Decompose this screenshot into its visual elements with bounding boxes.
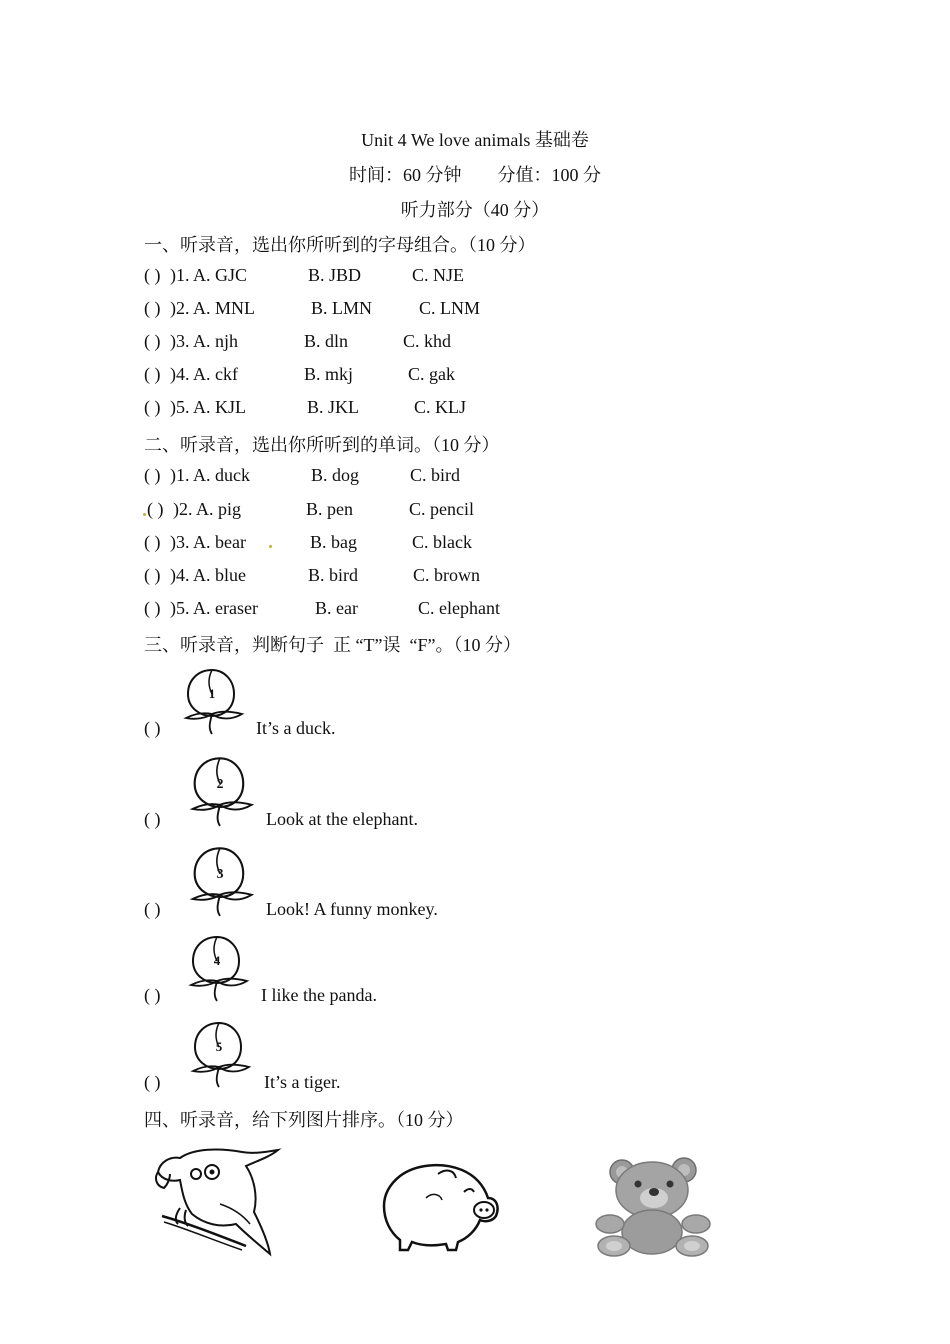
option-c: C. LNM (419, 298, 481, 318)
peach-number: 4 (213, 953, 221, 968)
sentence: It’s a tiger. (264, 1072, 341, 1092)
option-a: )5. A. eraser (170, 598, 258, 618)
peach-number-3-icon (184, 842, 256, 918)
option-c: C. KLJ (414, 397, 467, 417)
answer-blank: ( ) (144, 809, 161, 829)
answer-blank: ( ) (144, 465, 161, 485)
option-a: )4. A. blue (170, 565, 246, 585)
option-a: )3. A. bear (170, 532, 246, 552)
part1-heading: 一、听录音，选出你所听到的字母组合。（10 分） (144, 235, 536, 255)
teddy-bear-picture (592, 1154, 716, 1258)
answer-blank: ( ) (144, 598, 161, 618)
option-b: B. mkj (304, 364, 354, 384)
part2-heading: 二、听录音，选出你所听到的单词。（10 分） (144, 435, 500, 455)
option-b: B. JBD (308, 265, 362, 285)
peach-number-4-icon (182, 931, 252, 1003)
answer-blank: ( ) (144, 397, 161, 417)
option-a: )2. A. pig (173, 499, 242, 519)
peach-number: 2 (216, 775, 224, 791)
sentence: Look at the elephant. (266, 809, 418, 829)
option-a: )3. A. njh (170, 331, 239, 351)
part4-heading: 四、听录音，给下列图片排序。（10 分） (144, 1110, 464, 1130)
answer-blank: ( ) (144, 718, 161, 738)
option-b: B. LMN (311, 298, 373, 318)
stray-dot (269, 545, 272, 548)
option-a: )5. A. KJL (170, 397, 246, 417)
option-b: B. bag (310, 532, 357, 552)
option-c: C. gak (408, 364, 455, 384)
option-b: B. dog (311, 465, 360, 485)
option-c: C. elephant (418, 598, 500, 618)
sentence: Look! A funny monkey. (266, 899, 438, 919)
part3-heading: 三、听录音，判断句子 正 “T”误 “F”。（10 分） (144, 635, 521, 655)
peach-number: 5 (215, 1039, 223, 1054)
answer-blank: ( ) (144, 532, 161, 552)
peach-number: 1 (208, 686, 216, 701)
answer-blank: ( ) (144, 565, 161, 585)
peach-number-1-icon (178, 664, 246, 736)
option-c: C. black (412, 532, 472, 552)
option-a: )1. A. duck (170, 465, 250, 485)
answer-blank: ( ) (144, 899, 161, 919)
option-c: C. NJE (412, 265, 465, 285)
stray-dot (143, 513, 146, 516)
option-b: B. ear (315, 598, 358, 618)
exam-meta: 时间：60 分钟 分值：100 分 (349, 165, 601, 185)
answer-blank: ( ) (144, 364, 161, 384)
answer-blank: ( ) (144, 985, 161, 1005)
option-b: B. pen (306, 499, 353, 519)
peach-number-5-icon (184, 1017, 254, 1089)
option-c: C. bird (410, 465, 461, 485)
section-title: 听力部分（40 分） (400, 200, 550, 220)
sentence: It’s a duck. (256, 718, 336, 738)
peach-number: 3 (216, 865, 224, 881)
option-b: B. bird (308, 565, 359, 585)
option-b: B. JKL (307, 397, 360, 417)
option-a: )4. A. ckf (170, 364, 238, 384)
answer-blank: ( ) (144, 331, 161, 351)
option-c: C. khd (403, 331, 452, 351)
sentence: I like the panda. (261, 985, 377, 1005)
option-b: B. dln (304, 331, 349, 351)
page-title: Unit 4 We love animals 基础卷 (361, 130, 589, 150)
option-c: C. brown (413, 565, 480, 585)
pig-picture (380, 1158, 500, 1254)
answer-blank: ( ) (144, 1072, 161, 1092)
answer-blank: ( ) (144, 265, 161, 285)
option-a: )2. A. MNL (170, 298, 255, 318)
option-c: C. pencil (409, 499, 474, 519)
parrot-picture (150, 1144, 282, 1258)
answer-blank: ( ) (144, 298, 161, 318)
peach-number-2-icon (184, 752, 256, 828)
answer-blank: ( ) (147, 499, 164, 519)
option-a: )1. A. GJC (170, 265, 248, 285)
